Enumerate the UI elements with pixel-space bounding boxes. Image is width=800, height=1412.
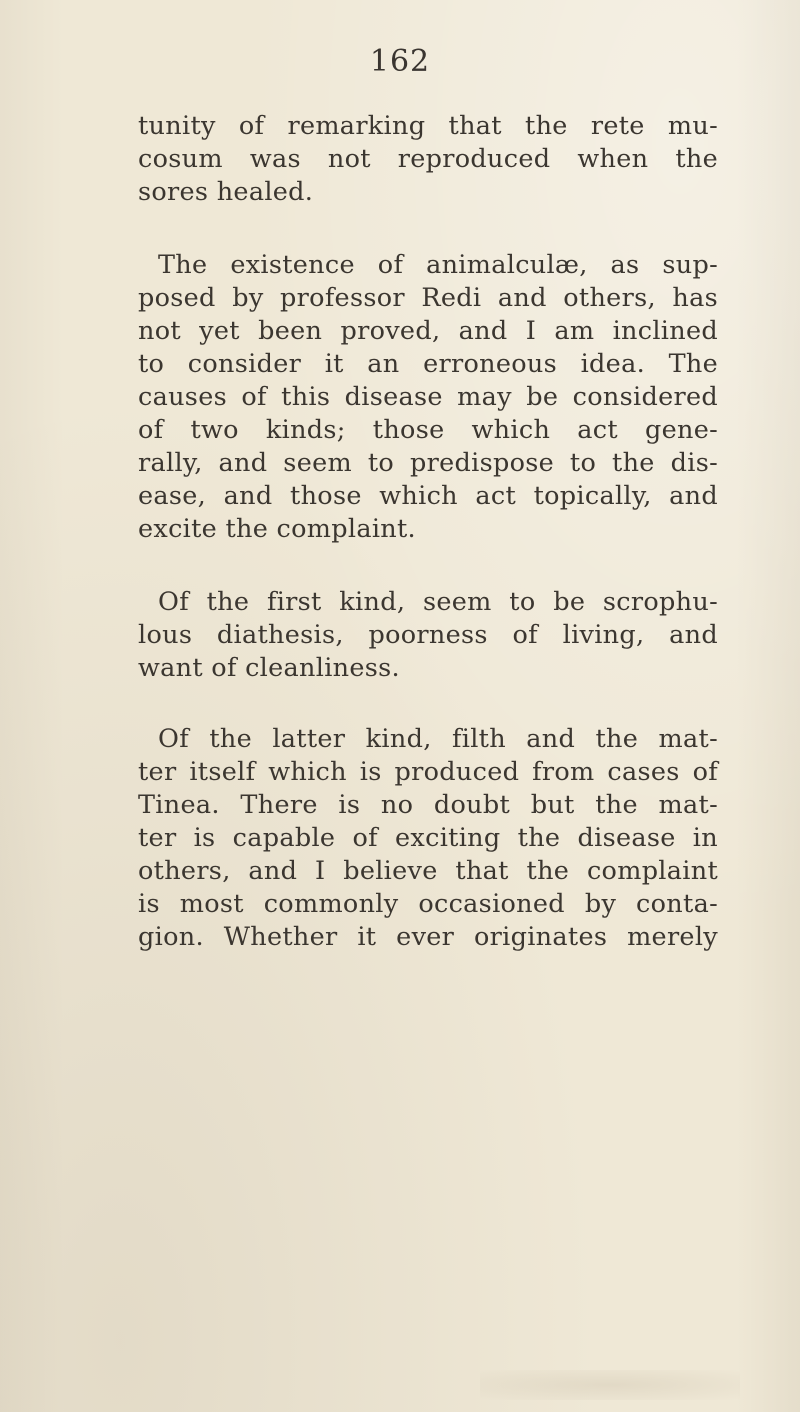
text-line: sores healed. bbox=[138, 177, 314, 207]
text-line: ter itself which is produced from cases of bbox=[138, 757, 718, 787]
text-line: lous diathesis, poorness of living, and bbox=[138, 620, 718, 650]
body-text bbox=[138, 110, 718, 954]
paragraph-2 bbox=[138, 249, 718, 546]
text-line: of two kinds; those which act gene- bbox=[138, 415, 718, 445]
text-line: rally, and seem to predispose to the dis- bbox=[138, 448, 718, 478]
text-line: Of the first kind, seem to be scrophu- bbox=[158, 587, 718, 617]
text-line: excite the complaint. bbox=[138, 514, 416, 544]
paragraph-3 bbox=[138, 586, 718, 685]
text-line: ter is capable of exciting the disease in bbox=[138, 823, 718, 853]
text-line: Of the latter kind, filth and the mat- bbox=[158, 724, 718, 754]
text-line: posed by professor Redi and others, has bbox=[138, 283, 718, 313]
paragraph-4 bbox=[138, 723, 718, 954]
paragraph-spacer bbox=[138, 209, 718, 249]
paragraph-spacer bbox=[138, 685, 718, 723]
text-line: not yet been proved, and I am inclined bbox=[138, 316, 718, 346]
text-line: ease, and those which act topically, and bbox=[138, 481, 718, 511]
text-line: Tinea. There is no doubt but the mat- bbox=[138, 790, 718, 820]
paper-stain bbox=[480, 1370, 740, 1400]
text-line: cosum was not reproduced when the bbox=[138, 144, 718, 174]
page-number: 162 bbox=[369, 44, 431, 79]
text-line: The existence of animalculæ, as sup- bbox=[158, 250, 718, 280]
text-line: to consider it an erroneous idea. The bbox=[138, 349, 718, 379]
text-line: want of cleanliness. bbox=[138, 653, 400, 683]
paragraph-1 bbox=[138, 110, 718, 209]
text-line: tunity of remarking that the rete mu- bbox=[138, 111, 718, 141]
text-line: is most commonly occasioned by conta- bbox=[138, 889, 718, 919]
paragraph-spacer bbox=[138, 546, 718, 586]
text-line: others, and I believe that the complaint bbox=[138, 856, 718, 886]
text-line: causes of this disease may be considered bbox=[138, 382, 718, 412]
text-line: gion. Whether it ever originates merely bbox=[138, 922, 718, 952]
